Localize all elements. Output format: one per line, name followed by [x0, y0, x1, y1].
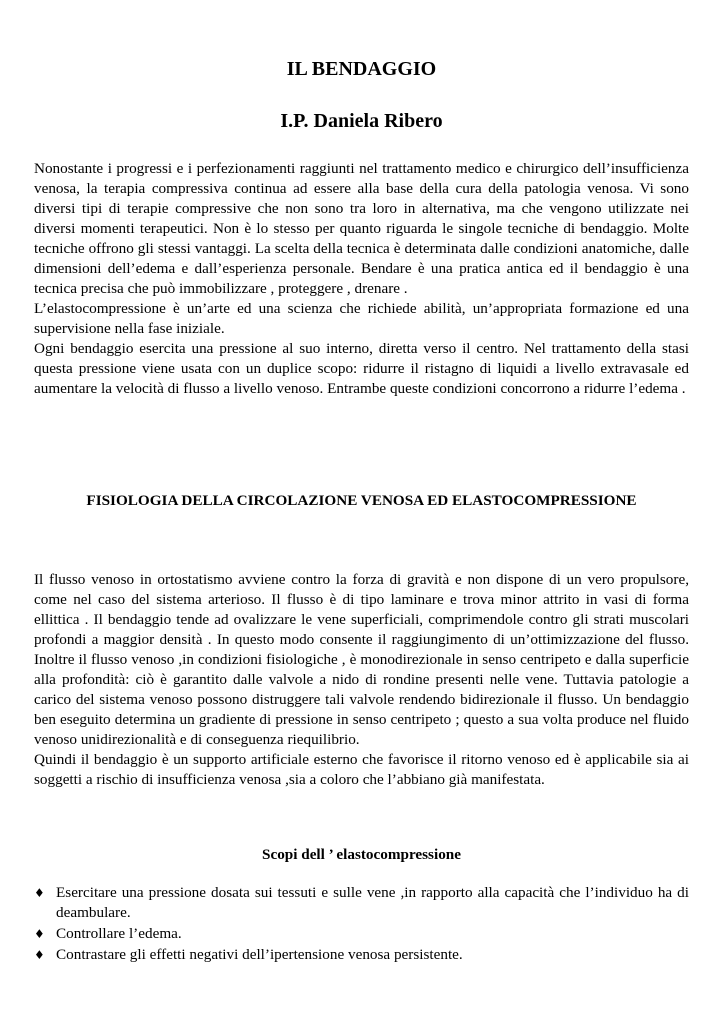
- diamond-bullet-icon: ♦: [34, 886, 45, 900]
- intro-paragraph-2: L’elastocompressione è un’arte ed una scienza che richiede abilità, un’appropriata formazione ed una supervisione nella fase iniziale.: [34, 300, 689, 337]
- intro-paragraph-3: Ogni bendaggio esercita una pressione al suo interno, diretta verso il centro. Nel trattamento della stasi questa pressione viene usata con un duplice scopo: ridurre il ristagno di liquidi a livello extravasale ed aumentare la velocità di flusso a livello venoso. Entrambe queste condizioni concorrono a ridurre l’edema .: [34, 340, 689, 397]
- section-paragraph-1: Il flusso venoso in ortostatismo avviene contro la forza di gravità e non dispone di un vero propulsore, come nel caso del sistema arterioso. Il flusso è di tipo laminare e trova minor attrito in vasi di forma ellittica . Il bendaggio tende ad ovalizzare le vene superficiali, comprimendole contro gli strati muscolari profondi a maggior densità . In questo modo consente il raggiungimento di un’ottimizzazione del flusso. Inoltre il flusso venoso ,in condizioni fisiologiche , è monodirezionale in senso centripeto e dalla superficie alla profondità: ciò è garantito dalle valvole a nido di rondine presenti nelle vene. Tuttavia patologie a carico del sistema venoso possono distruggere tali valvole rendendo bidirezionale il flusso. Un bendaggio ben eseguito determina un gradiente di pressione in senso centripeto ; questo a sua volta produce nel fluido venoso unidirezionalità e di conseguenza riequilibrio.: [34, 571, 689, 748]
- list-item-text: Contrastare gli effetti negativi dell’ipertensione venosa persistente.: [56, 946, 463, 963]
- document-author: I.P. Daniela Ribero: [280, 110, 443, 132]
- list-item: [34, 883, 689, 923]
- section-heading: FISIOLOGIA DELLA CIRCOLAZIONE VENOSA ED ELASTOCOMPRESSIONE: [86, 492, 637, 509]
- list-item-text: Esercitare una pressione dosata sui tessuti e sulle vene ,in rapporto alla capacità che l’individuo ha di deambulare.: [56, 884, 689, 921]
- diamond-bullet-icon: ♦: [34, 948, 45, 962]
- physiology-section: [34, 570, 689, 790]
- subsection-heading: Scopi dell ’ elastocompressione: [262, 846, 461, 863]
- goals-list: [34, 883, 689, 966]
- section-paragraph-2: Quindi il bendaggio è un supporto artificiale esterno che favorisce il ritorno venoso ed è applicabile sia ai soggetti a rischio di insufficienza venosa ,sia a coloro che l’abbiano già manifestata.: [34, 751, 689, 788]
- list-item: [34, 924, 689, 944]
- intro-paragraph-1: Nonostante i progressi e i perfezionamenti raggiunti nel trattamento medico e chirurgico dell’insufficienza venosa, la terapia compressiva continua ad essere alla base della cura della patologia venosa. Vi sono diversi tipi di terapie compressive che non sono tra loro in alternativa, ma che vengono utilizzate nei diversi momenti terapeutici. Non è lo stesso per quanto riguarda le singole tecniche di bendaggio. Molte tecniche offrono gli stessi vantaggi. La scelta della tecnica è determinata dalle condizioni anatomiche, dalle dimensioni dell’edema e dall’esperienza personale. Bendare è una pratica antica ed il bendaggio è una tecnica precisa che può immobilizzare , proteggere , drenare .: [34, 160, 689, 297]
- document-title: IL BENDAGGIO: [286, 58, 437, 80]
- list-item-text: Controllare l’edema.: [56, 925, 182, 942]
- list-item: [34, 945, 689, 965]
- diamond-bullet-icon: ♦: [34, 927, 45, 941]
- intro-section: [34, 159, 689, 399]
